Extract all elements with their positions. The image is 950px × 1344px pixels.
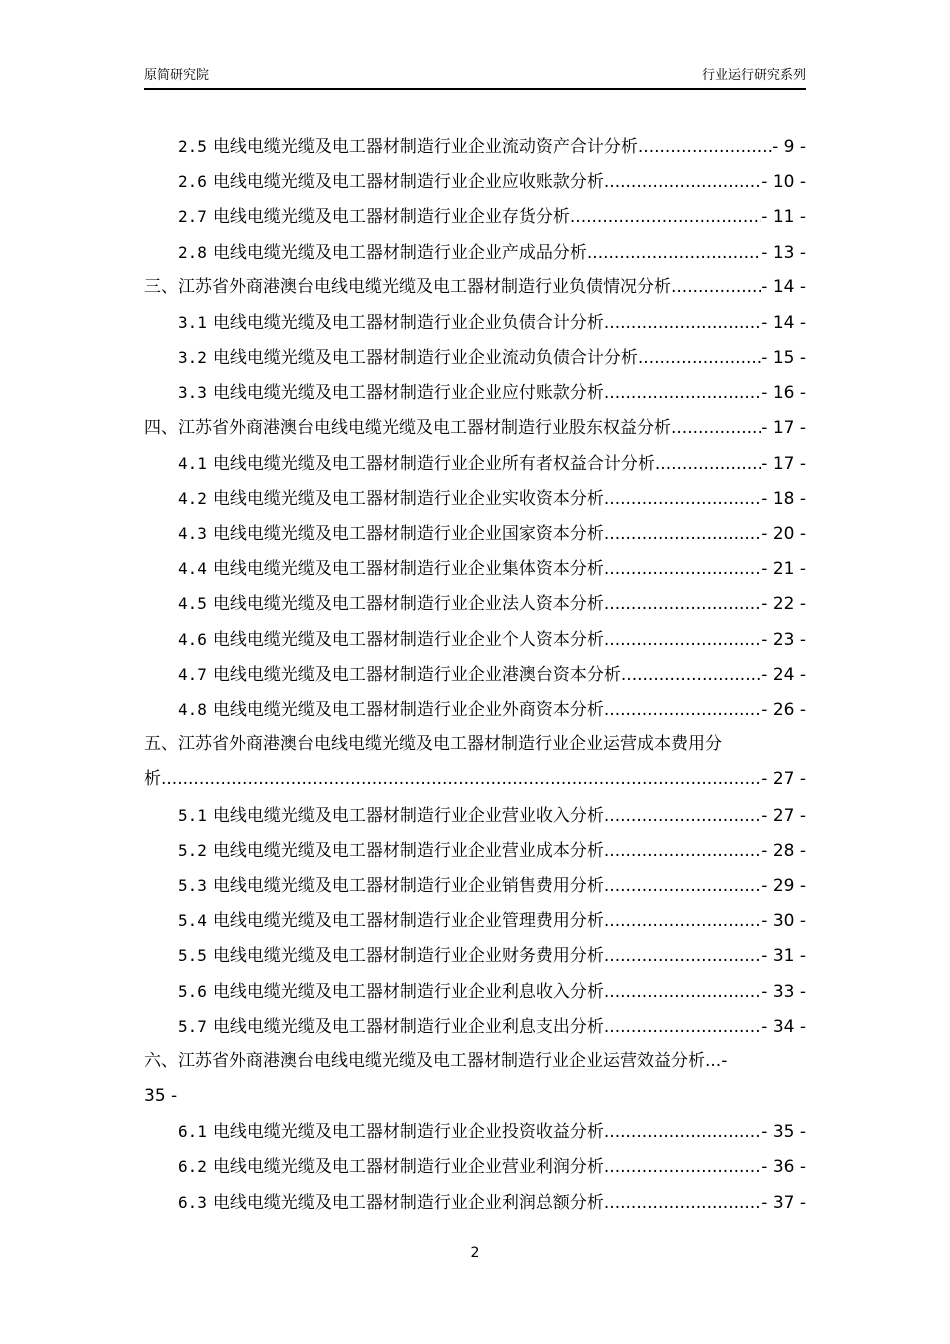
toc-entry-page: - 33 - [761,981,806,1002]
toc-entry-page: - 27 - [761,769,806,790]
dot-leader [621,658,761,692]
toc-entry-page: - 26 - [761,700,806,720]
toc-entry-3-2[interactable] [144,340,806,375]
toc-entry-4-2[interactable] [144,481,806,516]
toc-entry-3-3[interactable] [144,375,806,410]
toc-entry-number: 6.1 [178,1122,207,1142]
dot-leader [604,939,761,973]
toc-entry-page: - 17 - [761,453,806,474]
toc-entry-number: 3.3 [178,383,207,403]
toc-entry-5-1[interactable] [144,798,806,833]
toc-entry-3-1[interactable] [144,305,806,340]
toc-entry-title: 电线电缆光缆及电工器材制造行业企业产成品分析 [212,242,587,263]
toc-entry-title: 电线电缆光缆及电工器材制造行业企业财务费用分析 [212,946,604,967]
toc-entry-5-7[interactable] [144,1009,806,1044]
toc-entry-page: - 27 - [761,805,806,826]
dot-leader [604,165,761,199]
toc-entry-number: 5.1 [178,805,207,825]
dot-leader [570,200,761,234]
toc-entry-page: - 28 - [761,840,806,861]
dot-leader [604,869,761,903]
toc-entry-title: 电线电缆光缆及电工器材制造行业企业应收账款分析 [212,172,604,193]
toc-entry-section-6[interactable] [144,1044,806,1114]
toc-entry-page: - 10 - [761,172,806,193]
toc-entry-5-5[interactable] [144,938,806,973]
dot-leader [604,1150,761,1184]
dot-leader [604,1010,761,1044]
toc-entry-2-7[interactable] [144,199,806,234]
toc-entry-page: - 24 - [761,664,806,685]
toc-entry-title: 电线电缆光缆及电工器材制造行业企业营业利润分析 [212,1157,604,1178]
toc-entry-page: - 17 - [761,417,806,438]
toc-entry-page: - 11 - [761,207,806,228]
dot-leader [604,482,761,516]
toc-entry-page: - 16 - [761,383,806,404]
toc-entry-page: - 23 - [761,629,806,650]
toc-entry-2-6[interactable] [144,164,806,199]
toc-entry-title: 电线电缆光缆及电工器材制造行业企业负债合计分析 [212,312,604,333]
toc-entry-number: 2.7 [178,207,207,227]
toc-entry-title: 电线电缆光缆及电工器材制造行业企业法人资本分析 [212,594,604,615]
toc-entry-number: 4.3 [178,524,207,544]
toc-entry-number: 4.8 [178,700,207,719]
toc-entry-title: 电线电缆光缆及电工器材制造行业企业利润总额分析 [212,1192,604,1213]
toc-entry-number: 5.4 [178,911,207,931]
toc-entry-number: 6.3 [178,1192,207,1212]
toc-entry-title-tail: 析 [144,769,161,790]
page-number: 2 [470,1245,480,1261]
toc-entry-section-3[interactable] [144,270,806,305]
toc-entry-page: - 34 - [761,1016,806,1037]
toc-entry-number: 4.1 [178,453,207,473]
toc-entry-title: 电线电缆光缆及电工器材制造行业企业管理费用分析 [212,911,604,932]
dot-leader [604,552,761,586]
toc-entry-number: 5.6 [178,981,207,1001]
toc-entry-number: 2.8 [178,242,207,262]
toc-entry-page: - 20 - [761,524,806,545]
toc-entry-number: 5.3 [178,875,207,895]
dot-leader [604,517,761,551]
toc-entry-title: 电线电缆光缆及电工器材制造行业企业实收资本分析 [212,488,604,509]
toc-entry-page: - 14 - [761,312,806,333]
toc-entry-title: 六、江苏省外商港澳台电线电缆光缆及电工器材制造行业企业运营效益分析...- [144,1050,728,1071]
table-of-contents [144,129,806,1220]
dot-leader [604,306,761,340]
dot-leader [587,236,761,270]
toc-entry-section-5[interactable] [144,727,806,797]
dot-leader [671,270,761,305]
toc-entry-title: 电线电缆光缆及电工器材制造行业企业利息收入分析 [212,981,604,1002]
header-series-name: 行业运行研究系列 [701,68,806,83]
toc-entry-title: 电线电缆光缆及电工器材制造行业企业销售费用分析 [212,875,604,896]
dot-leader [604,834,761,868]
toc-entry-page: - 21 - [761,559,806,580]
toc-entry-title: 电线电缆光缆及电工器材制造行业企业投资收益分析 [212,1122,604,1143]
toc-entry-page-continued: 35 - [144,1086,178,1107]
toc-entry-number: 2.5 [178,137,207,156]
toc-entry-4-8[interactable] [144,692,806,727]
dot-leader [604,799,761,833]
toc-entry-number: 4.7 [178,664,207,684]
toc-entry-2-5[interactable] [144,129,806,164]
toc-entry-5-3[interactable] [144,868,806,903]
toc-entry-6-2[interactable] [144,1149,806,1184]
toc-entry-title: 电线电缆光缆及电工器材制造行业企业国家资本分析 [212,524,604,545]
dot-leader [638,341,761,375]
toc-entry-number: 6.2 [178,1157,207,1177]
toc-entry-number: 4.6 [178,629,207,649]
toc-entry-4-1[interactable] [144,446,806,481]
toc-entry-number: 5.2 [178,840,207,860]
toc-entry-5-6[interactable] [144,974,806,1009]
header-org-name: 原简研究院 [144,68,210,83]
toc-entry-number: 2.6 [178,172,207,192]
dot-leader [604,904,761,938]
toc-entry-4-7[interactable] [144,657,806,692]
toc-entry-title-continued [144,762,806,797]
dot-leader [604,693,761,727]
toc-entry-title: 四、江苏省外商港澳台电线电缆光缆及电工器材制造行业股东权益分析 [144,417,671,438]
toc-entry-page: - 9 - [772,137,806,157]
toc-entry-number: 4.2 [178,488,207,508]
toc-entry-number: 4.5 [178,594,207,614]
toc-entry-page: - 13 - [761,242,806,263]
toc-entry-title: 电线电缆光缆及电工器材制造行业企业港澳台资本分析 [212,664,621,685]
dot-leader [604,975,761,1009]
toc-entry-4-3[interactable] [144,516,806,551]
toc-entry-title: 三、江苏省外商港澳台电线电缆光缆及电工器材制造行业负债情况分析 [144,276,671,297]
dot-leader [638,130,772,164]
toc-entry-4-4[interactable] [144,551,806,586]
toc-entry-page: - 22 - [761,594,806,615]
dot-leader [604,1115,761,1149]
toc-entry-page: - 35 - [761,1122,806,1143]
toc-entry-title: 电线电缆光缆及电工器材制造行业企业营业收入分析 [212,805,604,826]
toc-entry-4-6[interactable] [144,622,806,657]
dot-leader [655,447,761,481]
dot-leader [604,376,761,410]
toc-entry-5-4[interactable] [144,903,806,938]
toc-entry-title: 电线电缆光缆及电工器材制造行业企业集体资本分析 [212,559,604,580]
toc-entry-page: - 14 - [761,276,806,297]
toc-entry-page: - 30 - [761,911,806,932]
dot-leader [671,411,761,446]
dot-leader [604,1186,761,1220]
dot-leader [604,623,761,657]
toc-entry-6-3[interactable] [144,1185,806,1220]
dot-leader [161,762,761,797]
toc-entry-number: 3.1 [178,312,207,332]
toc-entry-number: 5.5 [178,946,207,966]
toc-entry-4-5[interactable] [144,586,806,621]
toc-entry-page: - 15 - [761,348,806,369]
toc-entry-6-1[interactable] [144,1114,806,1149]
toc-entry-title: 电线电缆光缆及电工器材制造行业企业存货分析 [212,207,570,228]
toc-entry-page: - 18 - [761,488,806,509]
toc-entry-title: 电线电缆光缆及电工器材制造行业企业所有者权益合计分析 [212,453,655,474]
toc-entry-page: - 31 - [761,946,806,967]
toc-entry-2-8[interactable] [144,235,806,270]
toc-entry-title: 电线电缆光缆及电工器材制造行业企业个人资本分析 [212,629,604,650]
toc-entry-page: - 37 - [761,1192,806,1213]
toc-entry-page: - 36 - [761,1157,806,1178]
toc-entry-number: 5.7 [178,1016,207,1036]
toc-entry-title: 五、江苏省外商港澳台电线电缆光缆及电工器材制造行业企业运营成本费用分 [144,734,722,755]
toc-entry-title: 电线电缆光缆及电工器材制造行业企业流动负债合计分析 [212,348,638,369]
toc-entry-number: 3.2 [178,348,207,368]
toc-entry-5-2[interactable] [144,833,806,868]
toc-entry-title: 电线电缆光缆及电工器材制造行业企业利息支出分析 [212,1016,604,1037]
toc-entry-title: 电线电缆光缆及电工器材制造行业企业营业成本分析 [212,840,604,861]
toc-entry-title: 电线电缆光缆及电工器材制造行业企业流动资产合计分析 [212,137,638,157]
toc-entry-title: 电线电缆光缆及电工器材制造行业企业应付账款分析 [212,383,604,404]
toc-entry-title: 电线电缆光缆及电工器材制造行业企业外商资本分析 [212,700,604,720]
dot-leader [604,587,761,621]
page-header [144,66,806,90]
toc-entry-section-4[interactable] [144,411,806,446]
toc-entry-number: 4.4 [178,559,207,579]
toc-entry-page: - 29 - [761,875,806,896]
